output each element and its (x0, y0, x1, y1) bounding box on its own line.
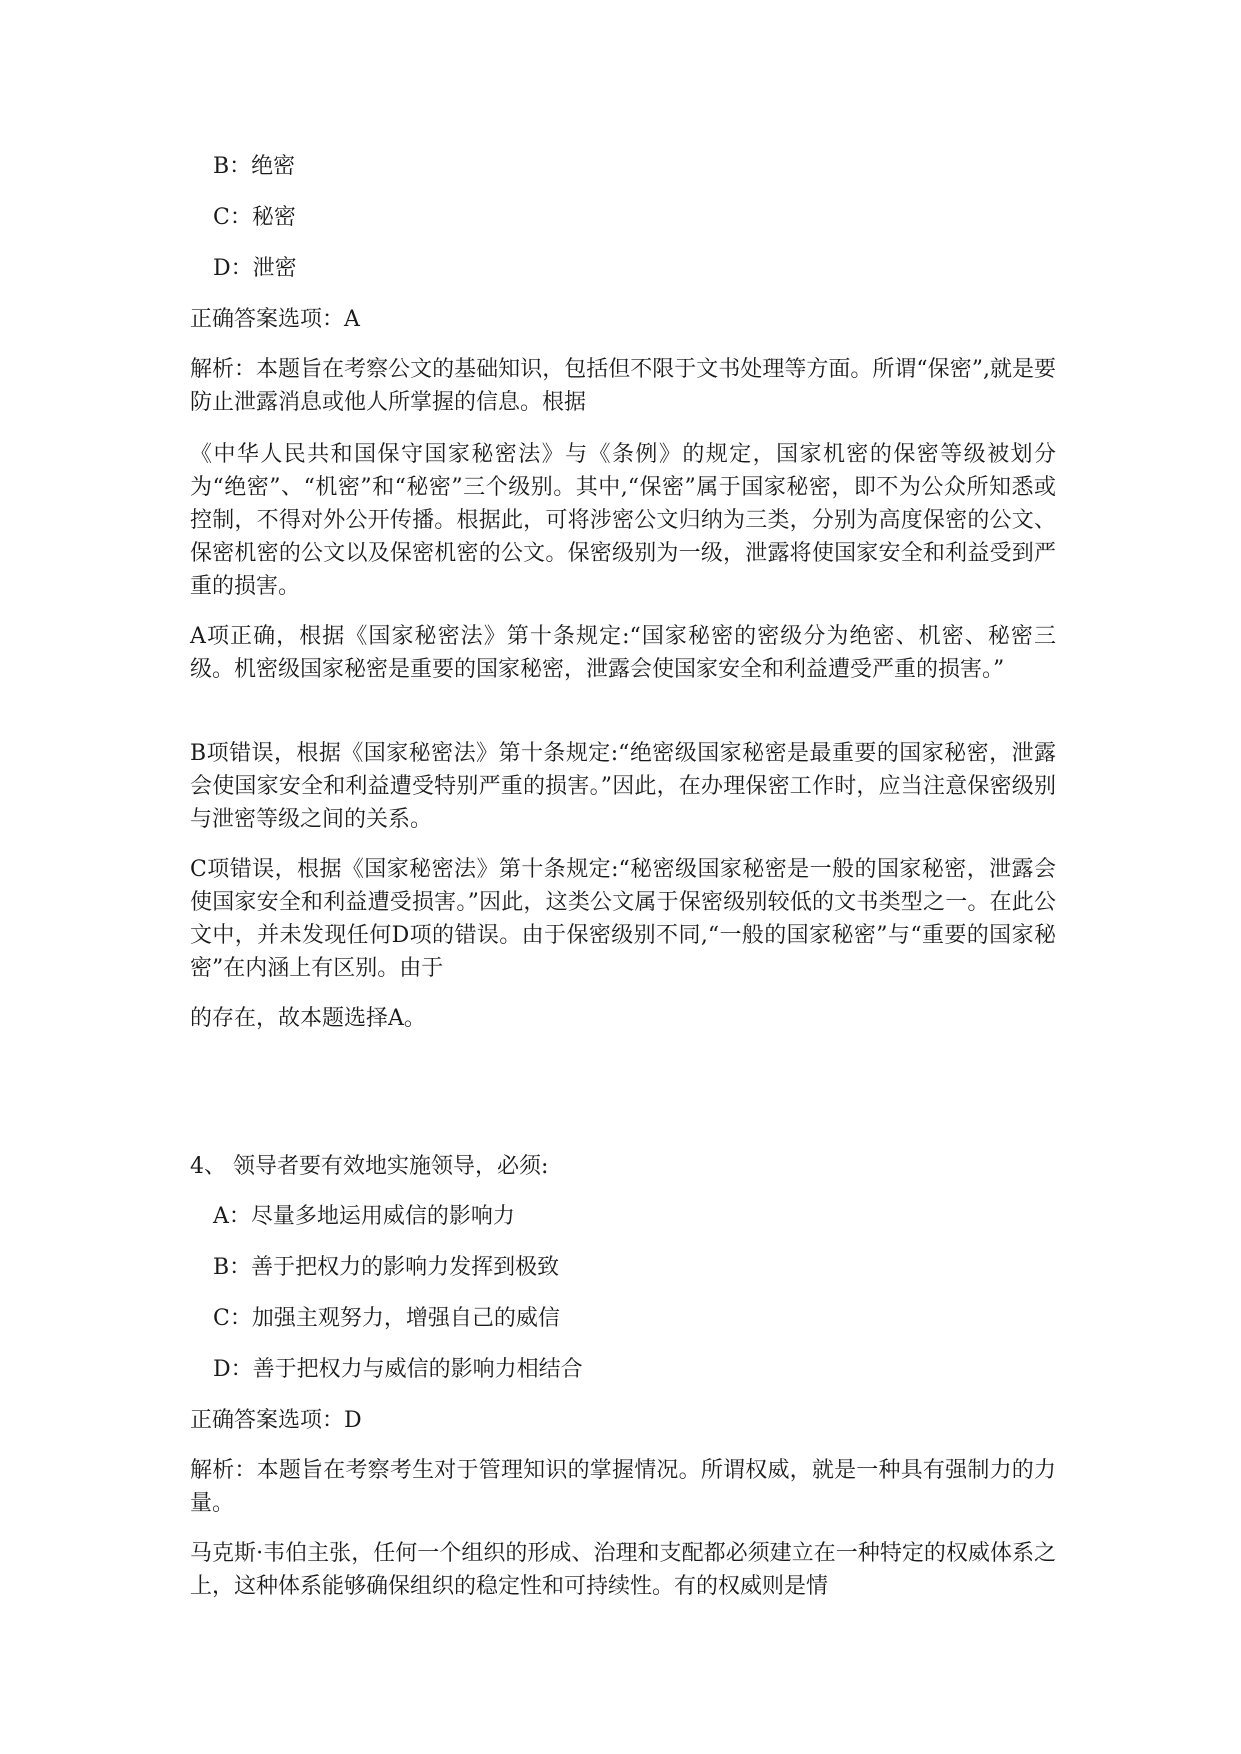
q3-analysis-option-c: C项错误，根据《国家秘密法》第十条规定:“秘密级国家秘密是一般的国家秘密，泄露会使国家安全和利益遭受损害。”因此，这类公文属于保密级别较低的文书类型之一。在此公文中，并未发现任何D项的错误。由于保密级别不同,“一般的国家秘密”与“重要的国家秘密”在内涵上有区别。由于 (190, 857, 1057, 981)
q4-option-c: C：加强主观努力，增强自己的威信 (213, 1306, 560, 1331)
q3-analysis-conclusion: 的存在，故本题选择A。 (190, 1006, 426, 1031)
q4-option-a: A：尽量多地运用威信的影响力 (213, 1204, 515, 1229)
q4-analysis-weber: 马克斯·韦伯主张，任何一个组织的形成、治理和支配都必须建立在一种特定的权威体系之上，这种体系能够确保组织的稳定性和可持续性。有的权威则是情 (190, 1541, 1056, 1599)
q4-option-d: D：善于把权力与威信的影响力相结合 (213, 1357, 583, 1382)
q3-analysis-option-b: B项错误，根据《国家秘密法》第十条规定:“绝密级国家秘密是最重要的国家秘密，泄露会使国家安全和利益遭受特别严重的损害。”因此，在办理保密工作时，应当注意保密级别与泄密等级之间的关系。 (190, 741, 1056, 832)
q3-option-b: B：绝密 (213, 154, 296, 179)
q3-option-c: C：秘密 (213, 205, 296, 230)
q3-analysis-option-a: A项正确，根据《国家秘密法》第十条规定:“国家秘密的密级分为绝密、机密、秘密三级。机密级国家秘密是重要的国家秘密，泄露会使国家安全和利益遭受严重的损害。” (190, 624, 1056, 682)
q3-answer: 正确答案选项：A (190, 307, 360, 332)
q3-analysis-intro: 解析：本题旨在考察公文的基础知识，包括但不限于文书处理等方面。所谓“保密”,就是要防止泄露消息或他人所掌握的信息。根据 (190, 357, 1056, 415)
q4-answer: 正确答案选项：D (190, 1408, 362, 1433)
q4-question: 4、 领导者要有效地实施领导，必须: (190, 1154, 549, 1179)
q4-option-b: B：善于把权力的影响力发挥到极致 (213, 1255, 560, 1280)
q3-analysis-law: 《中华人民共和国保守国家秘密法》与《条例》的规定，国家机密的保密等级被划分为“绝密”、“机密”和“秘密”三个级别。其中,“保密”属于国家秘密，即不为公众所知悉或控制，不得对外公开传播。根据此，可将涉密公文归纳为三类，分别为高度保密的公文、保密机密的公文以及保密机密的公文。保密级别为一级，泄露将使国家安全和利益受到严重的损害。 (190, 442, 1056, 599)
q3-option-d: D：泄密 (213, 256, 297, 281)
q4-analysis-intro: 解析：本题旨在考察考生对于管理知识的掌握情况。所谓权威，就是一种具有强制力的力量。 (190, 1458, 1056, 1516)
